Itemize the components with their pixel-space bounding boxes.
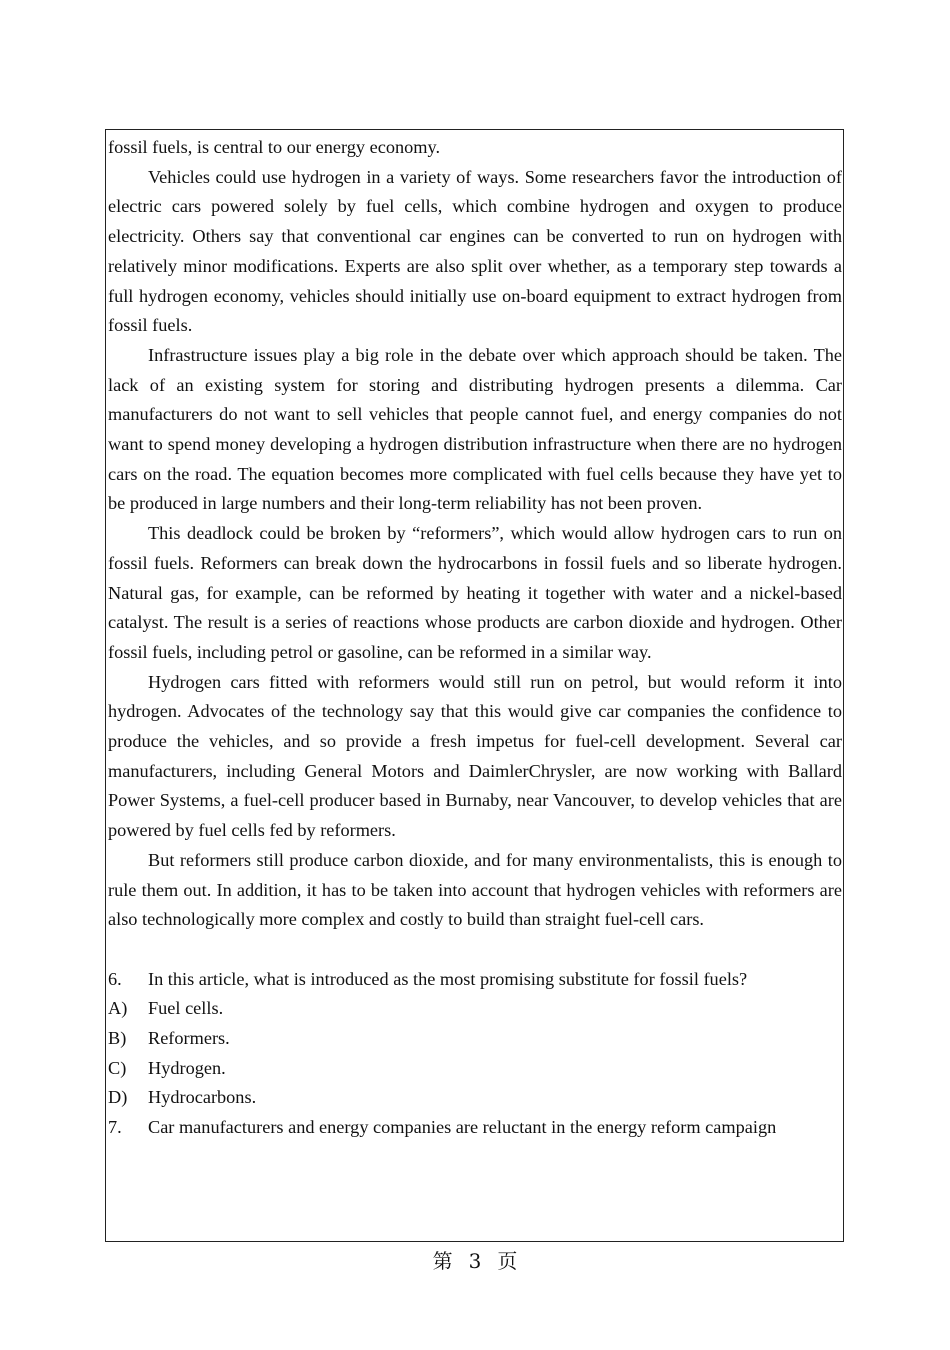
- option-a-label: A): [108, 998, 128, 1019]
- question-7: [108, 1113, 842, 1143]
- passage-paragraph-4: This deadlock could be broken by “reformers”, which would allow hydrogen cars to run on fossil fuels. Reformers can break down the hydrocarbons in fossil fuels and so liberate hydrogen. Natural gas, for example, can be reformed by heating it together with water and a nickel-based catalyst. The result is a series of reactions whose products are carbon dioxide and hydrogen. Other fossil fuels, including petrol or gasoline, can be reformed in a similar way.: [108, 523, 842, 662]
- question-6-number: 6.: [108, 968, 122, 989]
- option-c: [108, 1054, 842, 1084]
- page-frame: [105, 129, 844, 1242]
- passage-paragraph-5: Hydrogen cars fitted with reformers would still run on petrol, but would reform it into hydrogen. Advocates of the technology say that this would give car companies the confidence to produce the vehicles, and so provide a fresh impetus for fuel-cell development. Several car manufacturers, including General Motors and DaimlerChrysler, are now working with Ballard Power Systems, a fuel-cell producer based in Burnaby, near Vancouver, to develop vehicles that are powered by fuel cells fed by reformers.: [108, 671, 842, 841]
- page-footer: [0, 1245, 950, 1274]
- option-a: [108, 994, 842, 1024]
- passage-paragraph-3: Infrastructure issues play a big role in the debate over which approach should be taken. The lack of an existing system for storing and distributing hydrogen presents a dilemma. Car manufacturers do not want to sell vehicles that people cannot fuel, and energy companies do not want to spend money developing a hydrogen distribution infrastructure when there are no hydrogen cars on the road. The equation becomes more complicated with fuel cells because they have yet to be produced in large numbers and their long-term reliability has not been proven.: [108, 344, 842, 514]
- footer-suffix: 页: [497, 1249, 518, 1273]
- option-b-text: Reformers.: [148, 1028, 230, 1049]
- question-6-text: In this article, what is introduced as the most promising substitute for fossil fuels?: [148, 968, 748, 989]
- option-c-label: C): [108, 1057, 127, 1078]
- option-d: [108, 1083, 842, 1113]
- footer-page-number: 3: [468, 1249, 482, 1273]
- passage-paragraph-6: But reformers still produce carbon dioxide, and for many environmentalists, this is enough to rule them out. In addition, it has to be taken into account that hydrogen vehicles with reformers are also technologically more complex and costly to build than straight fuel-cell cars.: [108, 849, 842, 930]
- option-d-label: D): [108, 1087, 128, 1108]
- page-content: [108, 133, 842, 1143]
- option-d-text: Hydrocarbons.: [148, 1087, 257, 1108]
- passage-paragraph-2: Vehicles could use hydrogen in a variety of ways. Some researchers favor the introduction of electric cars powered solely by fuel cells, which combine hydrogen and oxygen to produce electricity. Others say that conventional car engines can be converted to run on hydrogen with relatively minor modifications. Experts are also split over whether, as a temporary step towards a full hydrogen economy, vehicles should initially use on-board equipment to extract hydrogen from fossil fuels.: [108, 166, 842, 336]
- question-7-text: Car manufacturers and energy companies are reluctant in the energy reform campaign: [148, 1117, 777, 1138]
- footer-prefix: 第: [432, 1249, 453, 1273]
- option-b-label: B): [108, 1028, 127, 1049]
- question-6: [108, 965, 842, 995]
- option-c-text: Hydrogen.: [148, 1057, 226, 1078]
- passage-paragraph-1: fossil fuels, is central to our energy economy.: [108, 137, 441, 157]
- section-gap: [108, 935, 842, 965]
- option-b: [108, 1024, 842, 1054]
- option-a-text: Fuel cells.: [148, 998, 224, 1019]
- question-7-number: 7.: [108, 1117, 122, 1138]
